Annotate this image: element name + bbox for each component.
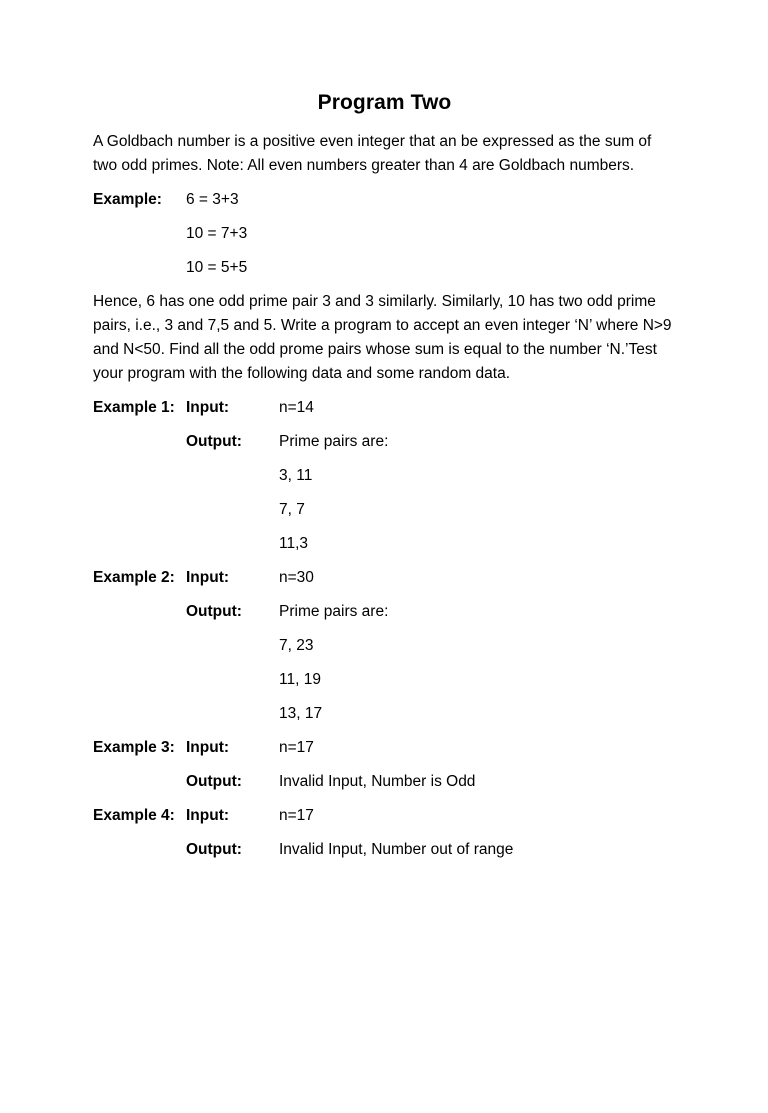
example-number-label: Example 3: xyxy=(93,739,175,756)
example-equation: 6 = 3+3 xyxy=(186,191,239,208)
example-input-row xyxy=(93,804,676,828)
output-line: Invalid Input, Number out of range xyxy=(279,841,514,858)
example-input-row xyxy=(93,736,676,760)
output-label: Output: xyxy=(186,841,242,858)
test-example-3 xyxy=(93,736,676,794)
example-output-row xyxy=(93,430,676,454)
output-line: 11,3 xyxy=(279,535,309,552)
example-line xyxy=(93,256,676,280)
output-line: Invalid Input, Number is Odd xyxy=(279,773,476,790)
example-output-row xyxy=(93,464,676,488)
explanation-paragraph: Hence, 6 has one odd prime pair 3 and 3 similarly. Similarly, 10 has two odd prime pairs, i.e., 3 and 7,5 and 5. Write a program to accept an even integer ‘N’ where N>9 and N<50. Find all the odd prome pairs whose sum is equal to the number ‘N.’Test your program with the following data and some random data. xyxy=(93,293,672,382)
output-line: Prime pairs are: xyxy=(279,433,389,450)
goldbach-example-block xyxy=(93,188,676,280)
example-output-row xyxy=(93,532,676,556)
example-equation: 10 = 5+5 xyxy=(186,259,248,276)
output-line: 3, 11 xyxy=(279,467,313,484)
example-output-row xyxy=(93,498,676,522)
input-label: Input: xyxy=(186,569,230,586)
example-output-row xyxy=(93,702,676,726)
example-input-row xyxy=(93,396,676,420)
example-number-label: Example 2: xyxy=(93,569,175,586)
input-label: Input: xyxy=(186,807,230,824)
example-label: Example: xyxy=(93,191,162,208)
output-line: 13, 17 xyxy=(279,705,323,722)
example-number-label: Example 1: xyxy=(93,399,175,416)
example-line xyxy=(93,188,676,212)
input-label: Input: xyxy=(186,399,230,416)
example-output-row xyxy=(93,600,676,624)
test-example-2 xyxy=(93,566,676,726)
output-line: 11, 19 xyxy=(279,671,321,688)
output-label: Output: xyxy=(186,773,242,790)
input-value: n=30 xyxy=(279,569,314,586)
input-label: Input: xyxy=(186,739,230,756)
input-value: n=17 xyxy=(279,807,314,824)
document-page xyxy=(0,89,768,1113)
input-value: n=14 xyxy=(279,399,314,416)
example-line xyxy=(93,222,676,246)
example-output-row xyxy=(93,668,676,692)
example-output-row xyxy=(93,634,676,658)
example-input-row xyxy=(93,566,676,590)
example-output-row xyxy=(93,770,676,794)
example-equation: 10 = 7+3 xyxy=(186,225,248,242)
output-line: 7, 7 xyxy=(279,501,305,518)
example-number-label: Example 4: xyxy=(93,807,175,824)
output-line: 7, 23 xyxy=(279,637,314,654)
output-label: Output: xyxy=(186,433,242,450)
example-output-row xyxy=(93,838,676,862)
input-value: n=17 xyxy=(279,739,314,756)
intro-paragraph: A Goldbach number is a positive even integer that an be expressed as the sum of two odd primes. Note: All even numbers greater than 4 are Goldbach numbers. xyxy=(93,133,652,174)
document-title: Program Two xyxy=(317,91,452,114)
test-example-4 xyxy=(93,804,676,862)
output-label: Output: xyxy=(186,603,242,620)
test-example-1 xyxy=(93,396,676,556)
output-line: Prime pairs are: xyxy=(279,603,389,620)
